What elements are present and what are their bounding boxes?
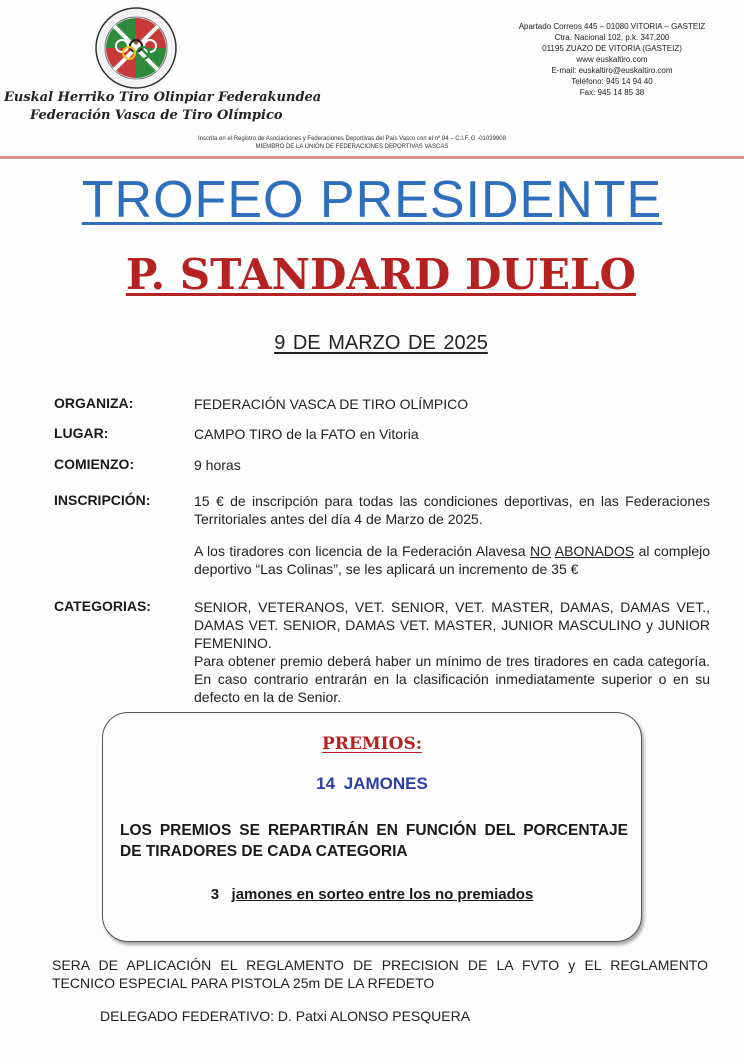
contact-email: E-mail: euskaltiro@euskaltiro.com	[551, 66, 673, 75]
federal-delegate: DELEGADO FEDERATIVO: D. Patxi ALONSO PESQUERA	[100, 1008, 471, 1024]
prizes-title: PREMIOS:	[322, 734, 422, 754]
prizes-raffle	[102, 886, 642, 903]
regulation-note: SERA DE APLICACIÓN EL REGLAMENTO DE PRECISION DE LA FVTO y EL REGLAMENTO TECNICO ESPECIAL PARA PISTOLA 25m DE LA RFEDETO	[52, 957, 708, 991]
header-divider	[0, 156, 744, 159]
contact-address-1: Apartado Correos 445 – 01080 VITORIA – GASTEIZ	[518, 22, 706, 31]
comienzo-label: COMIENZO:	[54, 456, 135, 472]
contact-website: www euskaltiro.com	[576, 55, 648, 64]
lugar-value: CAMPO TIRO de la FATO en Vitoria	[194, 426, 419, 442]
lugar-label: LUGAR:	[54, 425, 109, 441]
categorias-label: CATEGORIAS:	[54, 598, 151, 614]
categorias-value: SENIOR, VETERANOS, VET. SENIOR, VET. MASTER, DAMAS, DAMAS VET., DAMAS VET. SENIOR, DAMAS VET. MASTER, JUNIOR MASCULINO y JUNIOR FEMENINO.	[194, 599, 710, 651]
contact-fax: Fax: 945 14 85 38	[579, 88, 645, 97]
prizes-count: 14 JAMONES	[316, 774, 428, 793]
event-date: 9 DE MARZO DE 2025	[274, 332, 488, 354]
surcharge-no: NO	[530, 543, 552, 559]
organiza-label: ORGANIZA:	[54, 395, 134, 411]
federation-name-basque: Euskal Herriko Tiro Olinpiar Federakundea	[4, 90, 322, 105]
membership-line: MIEMBRO DE LA UNIÓN DE FEDERACIONES DEPORTIVAS VASCAS	[255, 144, 449, 150]
registry-line: Inscrita en el Registro de Asociaciones y Federaciones Deportivas del País Vasco con el nº 84 – C.I.F. G -01039908	[198, 136, 506, 142]
surcharge-note	[194, 542, 710, 578]
inscripcion-value: 15 € de inscripción para todas las condiciones deportivas, en las Federaciones Territoriales antes del día 4 de Marzo de 2025.	[194, 493, 710, 527]
comienzo-value: 9 horas	[194, 457, 241, 473]
surcharge-abonados: ABONADOS	[554, 543, 635, 559]
inscripcion-label: INSCRIPCIÓN:	[54, 492, 151, 508]
contact-address-2: Ctra. Nacional 102, p.k. 347,200	[554, 33, 670, 42]
federation-name-spanish: Federación Vasca de Tiro Olímpico	[30, 108, 283, 123]
organiza-value: FEDERACIÓN VASCA DE TIRO OLÍMPICO	[194, 396, 469, 412]
raffle-number: 3	[210, 886, 220, 903]
federation-crest-icon	[88, 6, 184, 90]
contact-address-3: 01195 ZUAZO DE VITORIA (GASTEIZ)	[542, 44, 682, 53]
surcharge-text-2: al complejo deportivo “Las Colinas”, se les aplicará un incremento de 35 €	[194, 543, 711, 577]
page-subtitle: P. STANDARD DUELO	[125, 250, 637, 299]
surcharge-text-1: A los tiradores con licencia de la Federación Alavesa	[194, 543, 526, 559]
categorias-note: Para obtener premio deberá haber un mínimo de tres tiradores en cada categoría. En caso contrario entrarán en la clasificación inmediatamente superior o en su defecto en la de Senior.	[194, 653, 710, 705]
raffle-text: jamones en sorteo entre los no premiados	[231, 886, 534, 903]
contact-phone: Teléfono: 945 14 94 40	[571, 77, 653, 86]
prizes-distribution: LOS PREMIOS SE REPARTIRÁN EN FUNCIÓN DEL PORCENTAJE DE TIRADORES DE CADA CATEGORIA	[120, 822, 628, 860]
page-title: TROFEO PRESIDENTE	[81, 171, 663, 229]
